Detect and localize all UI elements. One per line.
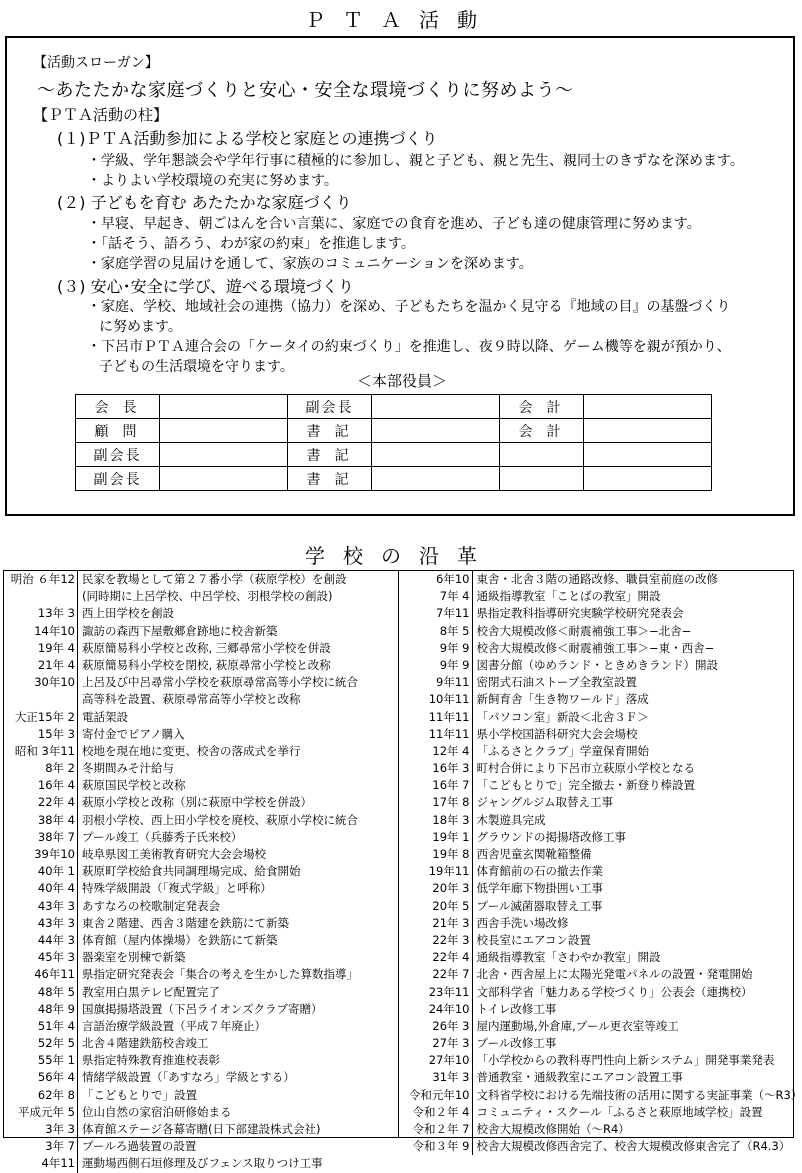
- history-event: 文部科学省「魅力ある学校づくり」公表会（連携校）: [473, 984, 753, 1001]
- history-event: 民家を教場として第２７番小学（萩原学校）を創設: [78, 571, 347, 588]
- history-title: 学校の沿革: [0, 540, 800, 569]
- history-event: 萩原簡易科小学校と改称, 三郷尋常小学校を併設: [78, 640, 331, 657]
- history-column-left: [4, 571, 399, 1137]
- history-date: 12年 4: [399, 743, 473, 760]
- history-date: 51年 4: [4, 1018, 78, 1035]
- history-row: [4, 674, 398, 691]
- pillar-item: ・下呂市ＰＴＡ連合会の「ケータイの約束づくり」を推進し、夜９時以降、ゲーム機等を親が預かり、: [87, 336, 731, 356]
- history-event: 高等科を設置、萩原尋常高等小学校と改称: [78, 691, 301, 708]
- history-event: 教室用白黒テレビ配置完了: [78, 984, 220, 1001]
- history-event: あすなろの校歌制定発表会: [78, 898, 220, 915]
- officers-caption: ＜本部役員＞: [7, 370, 797, 391]
- history-row: [4, 949, 398, 966]
- history-row: [4, 932, 398, 949]
- history-row: [4, 605, 398, 622]
- history-event: 「ふるさとクラブ」学童保育開始: [473, 743, 650, 760]
- history-event: 器楽室を別棟で新築: [78, 949, 186, 966]
- history-event: 県指定教科指導研究実験学校研究発表会: [473, 605, 684, 622]
- history-date: 24年10: [399, 1001, 473, 1018]
- history-row: [4, 743, 398, 760]
- officer-name[interactable]: [584, 467, 712, 491]
- pillar-item: ・「話そう、語ろう、わが家の約束」を推進します。: [87, 233, 415, 253]
- history-event: グラウンドの掲揚塔改修工事: [473, 829, 627, 846]
- history-row: [399, 829, 794, 846]
- officer-role: 会長: [76, 395, 160, 419]
- history-row: [399, 1138, 794, 1155]
- history-date: 15年 3: [4, 726, 78, 743]
- history-date: 6年10: [399, 571, 473, 588]
- officer-name[interactable]: [372, 395, 500, 419]
- history-row: [399, 949, 794, 966]
- history-date: 7年11: [399, 605, 473, 622]
- history-event: プール滅菌器取替え工事: [473, 898, 603, 915]
- history-event: 東舎２階建、西舎３階建を鉄筋にて新築: [78, 915, 289, 932]
- history-row: [4, 1035, 398, 1052]
- history-date: 7年 4: [399, 588, 473, 605]
- officers-table: [75, 394, 712, 491]
- history-row: [4, 1121, 398, 1138]
- history-event: 西舎児童玄関靴箱整備: [473, 846, 592, 863]
- history-event: 羽根小学校、西上田小学校を廃校、萩原小学校に統合: [78, 812, 358, 829]
- history-row: [4, 691, 398, 708]
- history-date: 16年 7: [399, 777, 473, 794]
- history-date: 19年 1: [399, 829, 473, 846]
- history-event: 「こどもとりで」設置: [78, 1087, 197, 1104]
- history-date: 20年 5: [399, 898, 473, 915]
- history-row: [399, 1121, 794, 1138]
- history-date: 62年 8: [4, 1087, 78, 1104]
- officer-name[interactable]: [584, 419, 712, 443]
- pillars-label: 【ＰＴＡ活動の柱】: [33, 104, 168, 125]
- history-date: 23年11: [399, 984, 473, 1001]
- history-row: [4, 1069, 398, 1086]
- history-date: 38年 7: [4, 829, 78, 846]
- history-date: 16年 3: [399, 760, 473, 777]
- history-row: [4, 863, 398, 880]
- history-event: 体育館（屋内体操場）を鉄筋にて新築: [78, 932, 278, 949]
- history-event: 通級指導教室「ことばの教室」開設: [473, 588, 661, 605]
- history-date: 46年11: [4, 966, 78, 983]
- pillar-item: に努めます。: [99, 316, 182, 336]
- history-date: 明治 ６年12: [4, 571, 78, 588]
- history-event: 校長室にエアコン設置: [473, 932, 591, 949]
- history-event: 校舎大規模改修＜耐震補強工事＞−東・西舎−: [473, 640, 715, 657]
- history-event: 校地を現在地に変更、校舎の落成式を挙行: [78, 743, 301, 760]
- history-event: 諏訪の森西下屋敷郷倉跡地に校舎新築: [78, 623, 278, 640]
- history-row: [4, 588, 398, 605]
- history-event: 西上田学校を創設: [78, 605, 174, 622]
- history-row: [399, 880, 794, 897]
- pillar-heading: (３) 安心･安全に学び、遊べる環境づくり: [57, 274, 354, 297]
- slogan: 〜あたたかな家庭づくりと安心・安全な環境づくりに努めよう〜: [37, 76, 574, 102]
- history-date: 20年 3: [399, 880, 473, 897]
- history-row: [4, 794, 398, 811]
- history-date: 44年 3: [4, 932, 78, 949]
- history-event: プール改修工事: [473, 1035, 557, 1052]
- officer-name[interactable]: [584, 395, 712, 419]
- pta-section: [5, 36, 795, 516]
- history-event: 「パソコン室」新設＜北舎３Ｆ＞: [473, 709, 649, 726]
- slogan-label: 【活動スローガン】: [33, 52, 159, 72]
- history-event: プールろ過装置の設置: [78, 1138, 196, 1155]
- history-row: [399, 674, 794, 691]
- officer-name[interactable]: [160, 467, 288, 491]
- pillar-heading: (１)ＰＴＡ活動参加による学校と家庭との連携づくり: [57, 126, 438, 149]
- history-row: [399, 1001, 794, 1018]
- history-event: 新飼育舎「生き物ワールド」落成: [473, 691, 649, 708]
- history-row: [399, 1052, 794, 1069]
- history-row: [399, 726, 794, 743]
- history-row: [4, 760, 398, 777]
- history-date: 8年 2: [4, 760, 78, 777]
- pillar-item: 子どもの生活環境を守ります。: [99, 356, 294, 376]
- history-date: [4, 588, 78, 605]
- history-row: [399, 657, 794, 674]
- history-event: 校舎大規模改修開始（〜R4）: [473, 1121, 630, 1138]
- history-row: [4, 640, 398, 657]
- history-row: [4, 829, 398, 846]
- history-date: 21年 3: [399, 915, 473, 932]
- officer-name[interactable]: [584, 443, 712, 467]
- history-date: 22年 4: [4, 794, 78, 811]
- history-event: 文科省学校における先端技術の活用に関する実証事業（〜R3）: [473, 1087, 802, 1104]
- history-event: プール竣工（兵藤秀子氏来校）: [78, 829, 242, 846]
- history-row: [4, 1104, 398, 1121]
- history-row: [4, 1155, 398, 1172]
- history-date: 48年 9: [4, 1001, 78, 1018]
- history-event: 県指定特殊教育推進校表彰: [78, 1052, 220, 1069]
- history-date: 27年 3: [399, 1035, 473, 1052]
- history-date: 55年 1: [4, 1052, 78, 1069]
- officer-name[interactable]: [160, 395, 288, 419]
- history-row: [4, 812, 398, 829]
- history-row: [399, 640, 794, 657]
- officer-role: [500, 467, 584, 491]
- history-row: [4, 1052, 398, 1069]
- history-row: [399, 760, 794, 777]
- officer-name[interactable]: [372, 467, 500, 491]
- history-row: [399, 932, 794, 949]
- history-date: 平成元年 5: [4, 1104, 78, 1121]
- officer-name[interactable]: [160, 419, 288, 443]
- history-date: 18年 3: [399, 812, 473, 829]
- history-event: 普通教室・通級教室にエアコン設置工事: [473, 1069, 683, 1086]
- history-date: 令和元年10: [399, 1087, 473, 1104]
- history-row: [399, 623, 794, 640]
- history-row: [399, 709, 794, 726]
- history-event: 県小学校国語科研究大会会場校: [473, 726, 638, 743]
- pta-title: ＰＴＡ活動: [0, 4, 800, 33]
- history-event: 西舎手洗い場改修: [473, 915, 569, 932]
- officer-role: [500, 443, 584, 467]
- history-event: 北舎４階建鉄筋校舎竣工: [78, 1035, 209, 1052]
- history-row: [4, 846, 398, 863]
- history-date: 令和２年 4: [399, 1104, 473, 1121]
- history-event: ジャングルジム取替え工事: [473, 794, 613, 811]
- history-row: [399, 984, 794, 1001]
- history-row: [399, 588, 794, 605]
- pillar-item: ・家庭、学校、地域社会の連携（協力）を深め、子どもたちを温かく見守る『地域の目』の基盤づくり: [87, 296, 730, 316]
- history-date: 43年 3: [4, 898, 78, 915]
- officers-row: [76, 443, 712, 467]
- history-row: [4, 898, 398, 915]
- history-event: 「こどもとりで」完全撤去・新登り棒設置: [473, 777, 696, 794]
- history-date: 10年11: [399, 691, 473, 708]
- history-event: 位山自然の家宿泊研修始まる: [78, 1104, 232, 1121]
- history-row: [399, 1087, 794, 1104]
- history-date: 14年10: [4, 623, 78, 640]
- history-row: [399, 605, 794, 622]
- pillar-heading: (２) 子どもを育む あたたかな家庭づくり: [57, 190, 352, 213]
- history-event: 萩原町学校給食共同調理場完成、給食開始: [78, 863, 301, 880]
- history-row: [4, 726, 398, 743]
- history-row: [399, 1069, 794, 1086]
- history-event: 町村合併により下呂市立萩原小学校となる: [473, 760, 696, 777]
- history-date: 22年 7: [399, 966, 473, 983]
- officer-name[interactable]: [372, 443, 500, 467]
- history-date: 40年 1: [4, 863, 78, 880]
- history-event: 木製遊具完成: [473, 812, 546, 829]
- pillar-item: ・早寝、早起き、朝ごはんを合い言葉に、家庭での食育を進め、子ども達の健康管理に努めます。: [87, 213, 701, 233]
- history-row: [399, 571, 794, 588]
- history-date: [4, 691, 78, 708]
- history-event: 低学年廊下物掛囲い工事: [473, 880, 604, 897]
- history-date: 4年11: [4, 1155, 78, 1172]
- history-column-right: [399, 571, 794, 1137]
- history-date: 48年 5: [4, 984, 78, 1001]
- history-event: 図書分館（ゆめランド・ときめきランド）開設: [473, 657, 719, 674]
- history-date: 27年10: [399, 1052, 473, 1069]
- history-event: トイレ改修工事: [473, 1001, 557, 1018]
- officer-role: 書記: [288, 467, 372, 491]
- history-date: 22年 3: [399, 932, 473, 949]
- history-date: 昭和 3年11: [4, 743, 78, 760]
- history-event: 東舎・北舎３階の通路改修、職員室前庭の改修: [473, 571, 719, 588]
- officer-role: 書記: [288, 443, 372, 467]
- history-date: 9年 9: [399, 640, 473, 657]
- history-event: 萩原国民学校と改称: [78, 777, 186, 794]
- history-row: [399, 691, 794, 708]
- history-event: 特殊学級開設（「複式学級」と呼称）: [78, 880, 272, 897]
- history-date: 19年 8: [399, 846, 473, 863]
- history-event: 校舎大規模改修西舎完了、校舎大規模改修東舎完了（R4.3）: [473, 1138, 791, 1155]
- history-row: [4, 1018, 398, 1035]
- history-date: 13年 3: [4, 605, 78, 622]
- history-date: 8年 5: [399, 623, 473, 640]
- history-event: 屋内運動場,外倉庫,プール更衣室等竣工: [473, 1018, 679, 1035]
- officer-role: 会計: [500, 419, 584, 443]
- history-event: 萩原小学校と改称（別に萩原中学校を併設）: [78, 794, 312, 811]
- history-row: [4, 623, 398, 640]
- history-event: 県指定研究発表会「集合の考えを生かした算数指導」: [78, 966, 358, 983]
- history-date: 17年 8: [399, 794, 473, 811]
- history-row: [4, 657, 398, 674]
- officer-role: 副会長: [76, 467, 160, 491]
- history-event: 密閉式石油ストーブ全教室設置: [473, 674, 637, 691]
- pillar-item: ・家庭学習の見届けを通して、家族のコミュニケーションを深めます。: [87, 253, 533, 273]
- history-event: 通級指導教室「さわやか教室」開設: [473, 949, 661, 966]
- pillar-item: ・学級、学年懇談会や学年行事に積極的に参加し、親と子ども、親と先生、親同士のきずなを深めます。: [87, 150, 744, 170]
- history-date: 19年 4: [4, 640, 78, 657]
- history-event: 校舎大規模改修＜耐震補強工事＞−北舎−: [473, 623, 692, 640]
- history-event: 体育館ステージ各幕寄贈(日下部建設株式会社): [78, 1121, 321, 1138]
- history-date: 令和２年 7: [399, 1121, 473, 1138]
- history-row: [4, 1138, 398, 1155]
- officer-role: 副会長: [76, 443, 160, 467]
- pillar-item: ・よりよい学校環境の充実に努めます。: [87, 170, 338, 190]
- history-row: [4, 777, 398, 794]
- history-event: 冬期間みそ汁給与: [78, 760, 174, 777]
- history-event: 上呂及び中呂尋常小学校を萩原尋常高等小学校に統合: [78, 674, 358, 691]
- history-event: 萩原簡易科小学校を閉校, 萩原尋常小学校と改称: [78, 657, 331, 674]
- history-table: [3, 570, 794, 1138]
- history-row: [4, 571, 398, 588]
- history-row: [399, 1035, 794, 1052]
- history-date: 39年10: [4, 846, 78, 863]
- history-date: 3年 7: [4, 1138, 78, 1155]
- officer-name[interactable]: [372, 419, 500, 443]
- history-event: コミュニティ・スクール「ふるさと萩原地域学校」設置: [473, 1104, 763, 1121]
- history-event: (同時期に上呂学校、中呂学校、羽根学校の創設): [78, 588, 332, 605]
- history-date: 9年11: [399, 674, 473, 691]
- history-date: 11年11: [399, 726, 473, 743]
- history-date: 19年11: [399, 863, 473, 880]
- history-date: 3年 3: [4, 1121, 78, 1138]
- history-event: 北舎・西舎屋上に太陽光発電パネルの設置・発電開始: [473, 966, 753, 983]
- history-event: 運動場西側石垣修理及びフェンス取りつけ工事: [78, 1155, 323, 1172]
- history-date: 大正15年 2: [4, 709, 78, 726]
- history-date: 11年11: [399, 709, 473, 726]
- history-row: [399, 966, 794, 983]
- officers-row: [76, 419, 712, 443]
- history-event: 体育館前の石の撤去作業: [473, 863, 604, 880]
- history-event: 岐阜県図工美術教育研究大会会場校: [78, 846, 266, 863]
- history-date: 43年 3: [4, 915, 78, 932]
- history-date: 45年 3: [4, 949, 78, 966]
- history-date: 21年 4: [4, 657, 78, 674]
- officers-row: [76, 395, 712, 419]
- history-event: 情緒学級設置（「あすなろ」学級とする）: [78, 1069, 295, 1086]
- history-date: 52年 5: [4, 1035, 78, 1052]
- history-row: [399, 898, 794, 915]
- history-date: 令和３年 9: [399, 1138, 473, 1155]
- history-date: 38年 4: [4, 812, 78, 829]
- history-row: [399, 846, 794, 863]
- history-event: 国旗掲揚塔設置（下呂ライオンズクラブ寄贈）: [78, 1001, 322, 1018]
- history-row: [399, 915, 794, 932]
- officer-role: 副会長: [288, 395, 372, 419]
- history-date: 26年 3: [399, 1018, 473, 1035]
- officer-role: 書記: [288, 419, 372, 443]
- history-row: [4, 1001, 398, 1018]
- history-date: 9年 9: [399, 657, 473, 674]
- history-event: 「小学校からの教科専門性向上新システム」開発事業発表: [473, 1052, 775, 1069]
- officer-role: 会計: [500, 395, 584, 419]
- history-event: 言語治療学級設置（平成７年廃止）: [78, 1018, 266, 1035]
- history-event: 電話架設: [78, 709, 128, 726]
- history-row: [399, 1104, 794, 1121]
- history-date: 40年 4: [4, 880, 78, 897]
- history-row: [4, 966, 398, 983]
- history-date: 22年 4: [399, 949, 473, 966]
- history-date: 16年 4: [4, 777, 78, 794]
- history-row: [4, 1087, 398, 1104]
- history-row: [4, 880, 398, 897]
- history-row: [399, 743, 794, 760]
- officers-row: [76, 467, 712, 491]
- history-row: [4, 709, 398, 726]
- history-row: [4, 984, 398, 1001]
- officer-name[interactable]: [160, 443, 288, 467]
- officer-role: 顧問: [76, 419, 160, 443]
- history-event: 寄付金でピアノ購入: [78, 726, 185, 743]
- history-row: [399, 863, 794, 880]
- history-row: [399, 1018, 794, 1035]
- history-date: 56年 4: [4, 1069, 78, 1086]
- history-date: 31年 3: [399, 1069, 473, 1086]
- history-row: [399, 794, 794, 811]
- history-row: [4, 915, 398, 932]
- history-date: 30年10: [4, 674, 78, 691]
- history-row: [399, 812, 794, 829]
- history-row: [399, 777, 794, 794]
